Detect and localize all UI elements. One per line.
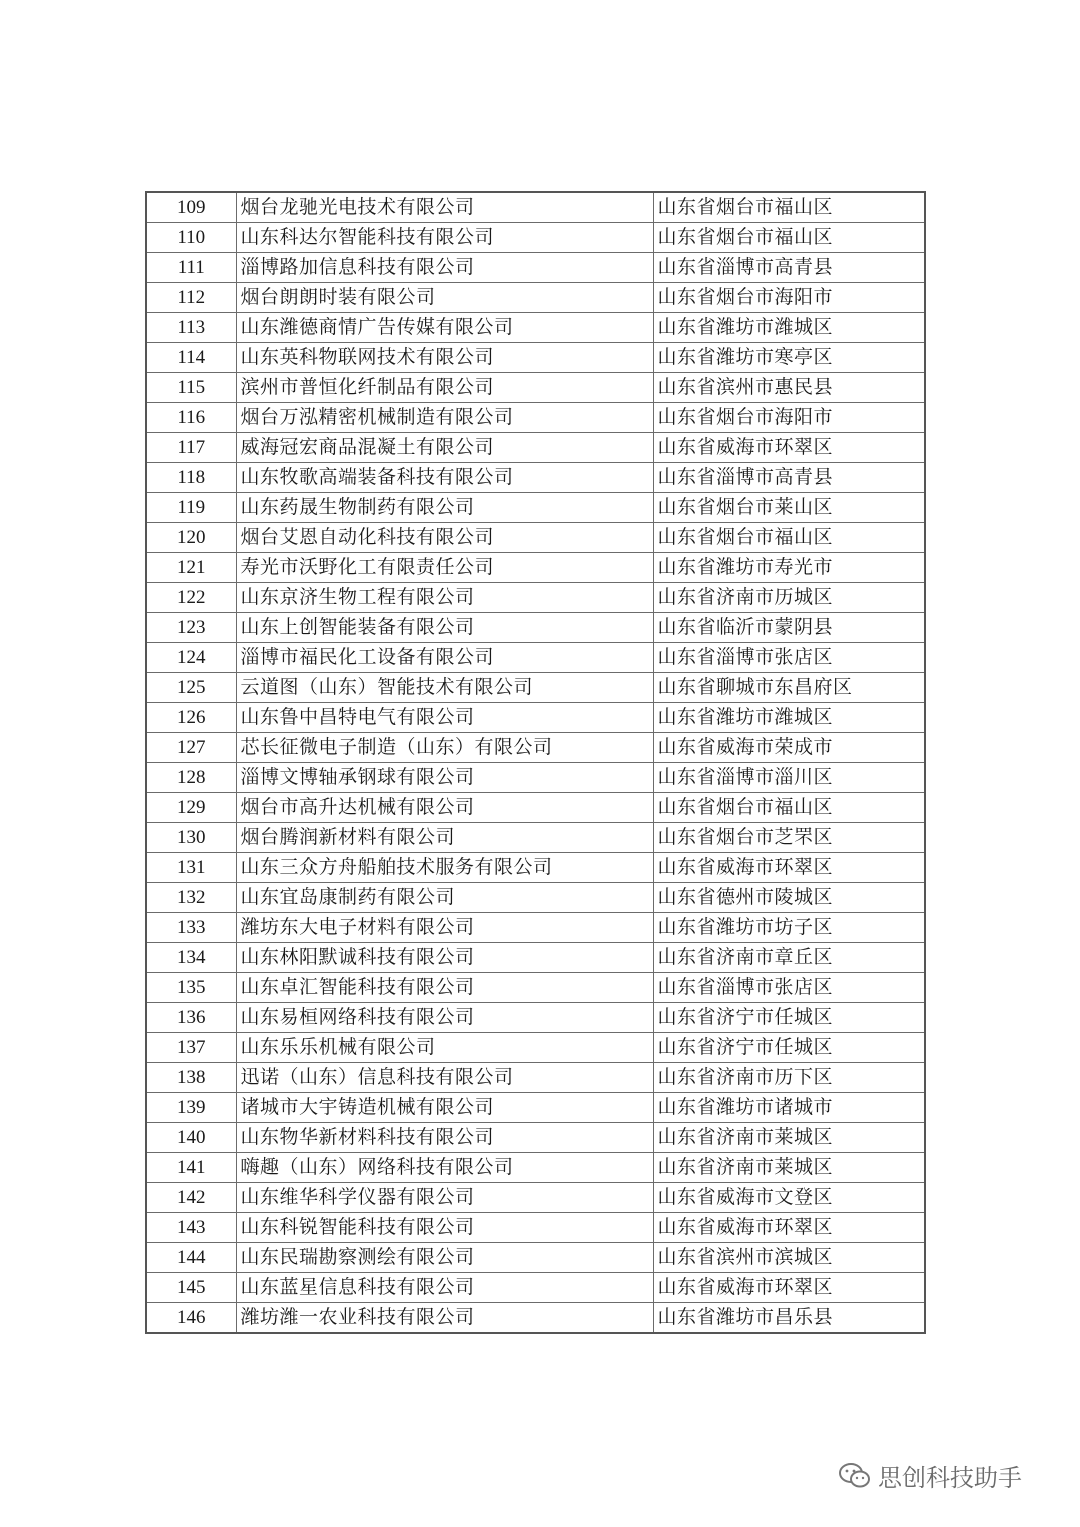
row-number: 145 — [146, 1273, 236, 1303]
company-name: 云道图（山东）智能技术有限公司 — [236, 673, 653, 703]
table-row — [146, 1213, 925, 1243]
company-name: 烟台朗朗时装有限公司 — [236, 283, 653, 313]
row-number: 118 — [146, 463, 236, 493]
table-row — [146, 1153, 925, 1183]
table-row — [146, 913, 925, 943]
company-name: 山东科锐智能科技有限公司 — [236, 1213, 653, 1243]
company-name: 山东英科物联网技术有限公司 — [236, 343, 653, 373]
company-location: 山东省德州市陵城区 — [653, 883, 925, 913]
table-row — [146, 463, 925, 493]
row-number: 113 — [146, 313, 236, 343]
company-name: 山东鲁中昌特电气有限公司 — [236, 703, 653, 733]
row-number: 139 — [146, 1093, 236, 1123]
company-name: 潍坊潍一农业科技有限公司 — [236, 1303, 653, 1334]
table-row — [146, 283, 925, 313]
row-number: 112 — [146, 283, 236, 313]
company-name: 芯长征微电子制造（山东）有限公司 — [236, 733, 653, 763]
row-number: 111 — [146, 253, 236, 283]
row-number: 146 — [146, 1303, 236, 1334]
company-name: 山东卓汇智能科技有限公司 — [236, 973, 653, 1003]
company-name: 寿光市沃野化工有限责任公司 — [236, 553, 653, 583]
company-location: 山东省烟台市福山区 — [653, 793, 925, 823]
row-number: 121 — [146, 553, 236, 583]
company-table — [145, 191, 926, 1334]
company-location: 山东省淄博市张店区 — [653, 973, 925, 1003]
company-location: 山东省滨州市滨城区 — [653, 1243, 925, 1273]
table-row — [146, 1183, 925, 1213]
company-name: 山东科达尔智能科技有限公司 — [236, 223, 653, 253]
company-name: 迅诺（山东）信息科技有限公司 — [236, 1063, 653, 1093]
row-number: 141 — [146, 1153, 236, 1183]
company-location: 山东省烟台市莱山区 — [653, 493, 925, 523]
company-name: 淄博市福民化工设备有限公司 — [236, 643, 653, 673]
company-location: 山东省潍坊市坊子区 — [653, 913, 925, 943]
table-row — [146, 1063, 925, 1093]
company-location: 山东省济南市莱城区 — [653, 1123, 925, 1153]
wechat-icon — [838, 1462, 872, 1490]
table-row — [146, 433, 925, 463]
company-location: 山东省济宁市任城区 — [653, 1003, 925, 1033]
table-row — [146, 793, 925, 823]
company-name: 山东药晟生物制药有限公司 — [236, 493, 653, 523]
company-location: 山东省烟台市芝罘区 — [653, 823, 925, 853]
company-location: 山东省潍坊市潍城区 — [653, 313, 925, 343]
company-location: 山东省临沂市蒙阴县 — [653, 613, 925, 643]
row-number: 115 — [146, 373, 236, 403]
table-row — [146, 1003, 925, 1033]
row-number: 126 — [146, 703, 236, 733]
table-row — [146, 1033, 925, 1063]
row-number: 140 — [146, 1123, 236, 1153]
company-location: 山东省济南市历下区 — [653, 1063, 925, 1093]
table-row — [146, 883, 925, 913]
company-location: 山东省威海市荣成市 — [653, 733, 925, 763]
row-number: 137 — [146, 1033, 236, 1063]
company-name: 淄博路加信息科技有限公司 — [236, 253, 653, 283]
table-row — [146, 943, 925, 973]
company-location: 山东省烟台市福山区 — [653, 523, 925, 553]
company-location: 山东省济宁市任城区 — [653, 1033, 925, 1063]
table-row — [146, 763, 925, 793]
company-name: 山东上创智能装备有限公司 — [236, 613, 653, 643]
table-row — [146, 733, 925, 763]
table-row — [146, 823, 925, 853]
company-name: 山东牧歌高端装备科技有限公司 — [236, 463, 653, 493]
company-name: 烟台万泓精密机械制造有限公司 — [236, 403, 653, 433]
company-name: 滨州市普恒化纤制品有限公司 — [236, 373, 653, 403]
table-row — [146, 343, 925, 373]
company-name: 威海冠宏商品混凝土有限公司 — [236, 433, 653, 463]
company-name: 烟台市高升达机械有限公司 — [236, 793, 653, 823]
company-location: 山东省威海市环翠区 — [653, 1213, 925, 1243]
company-location: 山东省淄博市淄川区 — [653, 763, 925, 793]
company-name: 山东林阳默诚科技有限公司 — [236, 943, 653, 973]
row-number: 144 — [146, 1243, 236, 1273]
company-name: 潍坊东大电子材料有限公司 — [236, 913, 653, 943]
table-row — [146, 223, 925, 253]
company-name: 嗨趣（山东）网络科技有限公司 — [236, 1153, 653, 1183]
company-name: 烟台龙驰光电技术有限公司 — [236, 192, 653, 223]
company-location: 山东省淄博市张店区 — [653, 643, 925, 673]
company-name: 山东民瑞勘察测绘有限公司 — [236, 1243, 653, 1273]
company-location: 山东省济南市章丘区 — [653, 943, 925, 973]
row-number: 116 — [146, 403, 236, 433]
row-number: 142 — [146, 1183, 236, 1213]
company-name: 山东三众方舟船舶技术服务有限公司 — [236, 853, 653, 883]
company-name: 山东物华新材料科技有限公司 — [236, 1123, 653, 1153]
row-number: 131 — [146, 853, 236, 883]
company-location: 山东省潍坊市潍城区 — [653, 703, 925, 733]
row-number: 120 — [146, 523, 236, 553]
table-row — [146, 703, 925, 733]
row-number: 136 — [146, 1003, 236, 1033]
row-number: 119 — [146, 493, 236, 523]
row-number: 128 — [146, 763, 236, 793]
table-row — [146, 973, 925, 1003]
company-name: 山东宜岛康制药有限公司 — [236, 883, 653, 913]
table-row — [146, 1243, 925, 1273]
company-location: 山东省潍坊市昌乐县 — [653, 1303, 925, 1334]
company-name: 淄博文博轴承钢球有限公司 — [236, 763, 653, 793]
row-number: 133 — [146, 913, 236, 943]
table-row — [146, 553, 925, 583]
table-row — [146, 493, 925, 523]
table-row — [146, 673, 925, 703]
watermark — [838, 1458, 1022, 1493]
row-number: 117 — [146, 433, 236, 463]
company-location: 山东省威海市环翠区 — [653, 1273, 925, 1303]
table-row — [146, 643, 925, 673]
row-number: 143 — [146, 1213, 236, 1243]
table-row — [146, 403, 925, 433]
row-number: 129 — [146, 793, 236, 823]
table-row — [146, 192, 925, 223]
company-location: 山东省烟台市福山区 — [653, 223, 925, 253]
table-row — [146, 1303, 925, 1334]
table-row — [146, 853, 925, 883]
row-number: 135 — [146, 973, 236, 1003]
company-name: 山东潍德商情广告传媒有限公司 — [236, 313, 653, 343]
company-location: 山东省烟台市福山区 — [653, 192, 925, 223]
company-location: 山东省威海市环翠区 — [653, 433, 925, 463]
company-location: 山东省济南市莱城区 — [653, 1153, 925, 1183]
row-number: 138 — [146, 1063, 236, 1093]
company-name: 诸城市大宇铸造机械有限公司 — [236, 1093, 653, 1123]
row-number: 110 — [146, 223, 236, 253]
company-location: 山东省聊城市东昌府区 — [653, 673, 925, 703]
watermark-text: 思创科技助手 — [878, 1464, 1022, 1492]
row-number: 109 — [146, 192, 236, 223]
row-number: 124 — [146, 643, 236, 673]
company-table-body — [146, 192, 925, 1333]
company-location: 山东省威海市文登区 — [653, 1183, 925, 1213]
company-location: 山东省济南市历城区 — [653, 583, 925, 613]
table-row — [146, 1273, 925, 1303]
company-location: 山东省淄博市高青县 — [653, 253, 925, 283]
company-location: 山东省淄博市高青县 — [653, 463, 925, 493]
company-name: 烟台艾恩自动化科技有限公司 — [236, 523, 653, 553]
row-number: 122 — [146, 583, 236, 613]
company-name: 山东易桓网络科技有限公司 — [236, 1003, 653, 1033]
table-row — [146, 613, 925, 643]
company-name: 山东维华科学仪器有限公司 — [236, 1183, 653, 1213]
company-location: 山东省烟台市海阳市 — [653, 403, 925, 433]
table-row — [146, 373, 925, 403]
company-location: 山东省潍坊市诸城市 — [653, 1093, 925, 1123]
company-name: 山东京济生物工程有限公司 — [236, 583, 653, 613]
table-row — [146, 1093, 925, 1123]
company-location: 山东省威海市环翠区 — [653, 853, 925, 883]
row-number: 130 — [146, 823, 236, 853]
table-row — [146, 523, 925, 553]
table-row — [146, 1123, 925, 1153]
row-number: 132 — [146, 883, 236, 913]
row-number: 123 — [146, 613, 236, 643]
company-location: 山东省滨州市惠民县 — [653, 373, 925, 403]
table-row — [146, 313, 925, 343]
table-row — [146, 583, 925, 613]
row-number: 134 — [146, 943, 236, 973]
table-row — [146, 253, 925, 283]
company-name: 山东乐乐机械有限公司 — [236, 1033, 653, 1063]
row-number: 125 — [146, 673, 236, 703]
row-number: 114 — [146, 343, 236, 373]
row-number: 127 — [146, 733, 236, 763]
company-name: 烟台腾润新材料有限公司 — [236, 823, 653, 853]
company-location: 山东省烟台市海阳市 — [653, 283, 925, 313]
company-location: 山东省潍坊市寒亭区 — [653, 343, 925, 373]
company-location: 山东省潍坊市寿光市 — [653, 553, 925, 583]
company-name: 山东蓝星信息科技有限公司 — [236, 1273, 653, 1303]
